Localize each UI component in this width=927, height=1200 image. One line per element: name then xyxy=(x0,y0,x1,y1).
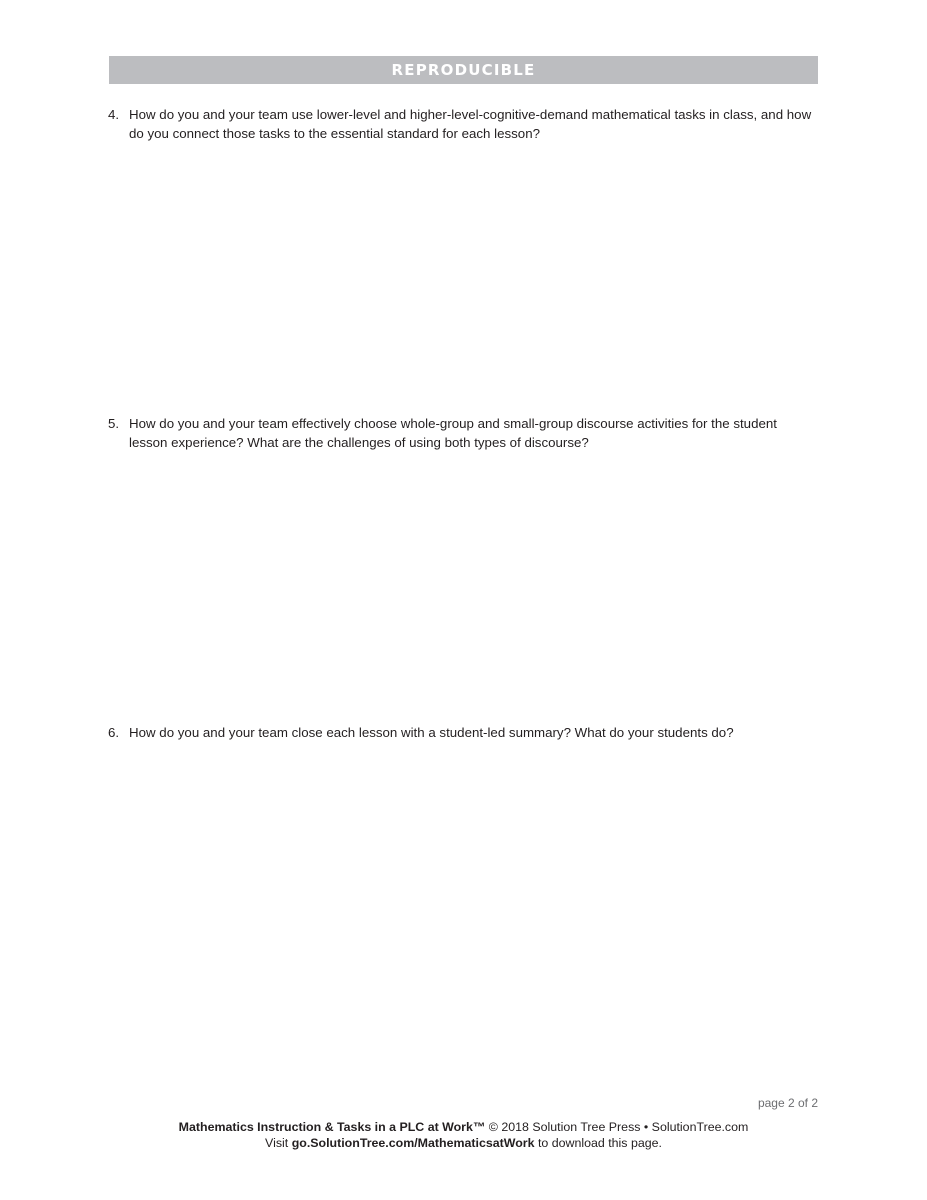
footer-credit-line xyxy=(0,1119,927,1135)
question-number: 6. xyxy=(108,725,120,740)
question-4 xyxy=(108,105,818,143)
footer-visit-line xyxy=(0,1135,927,1151)
question-text: How do you and your team effectively choose whole-group and small-group discourse activities for the student lesson experience? What are the challenges of using both types of discourse? xyxy=(129,416,777,450)
footer-book-title: Mathematics Instruction & Tasks in a PLC at Work™ xyxy=(178,1120,486,1134)
banner-label: REPRODUCIBLE xyxy=(391,61,536,79)
footer-copyright: © 2018 Solution Tree Press • SolutionTree.com xyxy=(488,1120,749,1134)
question-number: 4. xyxy=(108,107,120,122)
footer-visit-suffix: to download this page. xyxy=(537,1136,662,1150)
question-text: How do you and your team close each lesson with a student-led summary? What do your students do? xyxy=(129,725,734,740)
footer-visit-prefix: Visit xyxy=(265,1136,289,1150)
question-text: How do you and your team use lower-level and higher-level-cognitive-demand mathematical tasks in class, and how do you connect those tasks to the essential standard for each lesson? xyxy=(129,107,812,141)
page-indicator: page 2 of 2 xyxy=(757,1096,818,1110)
question-6 xyxy=(108,723,818,742)
question-5 xyxy=(108,414,818,452)
footer-download-link[interactable]: go.SolutionTree.com/MathematicsatWork xyxy=(291,1136,535,1150)
question-number: 5. xyxy=(108,416,120,431)
reproducible-banner xyxy=(109,56,818,84)
